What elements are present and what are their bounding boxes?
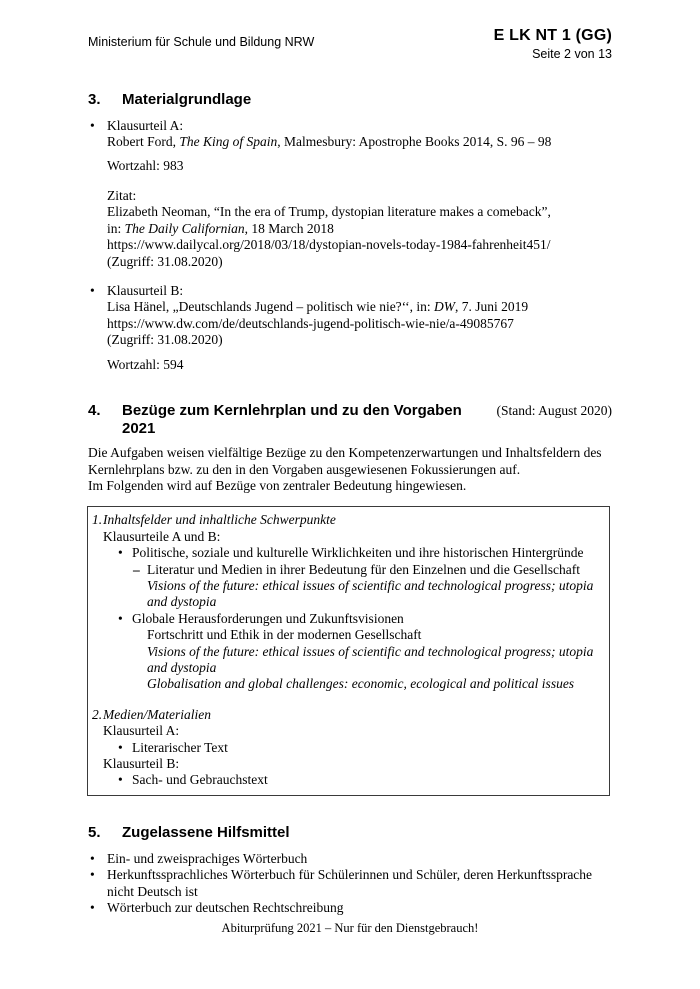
- section-3-number: 3.: [88, 90, 101, 108]
- section-5-number: 5.: [88, 823, 101, 841]
- box-bullet-literarischer-text: [103, 740, 605, 756]
- bullet-icon: •: [90, 900, 95, 916]
- reference-title-italic: The King of Spain: [179, 134, 278, 150]
- zitat-url: https://www.dailycal.org/2018/03/18/dystopian-novels-today-1984-fahrenheit451/: [107, 237, 551, 253]
- box-bullet-2-sub: Fortschritt und Ethik in der modernen Gesellschaft: [147, 627, 422, 643]
- box-bullet-2-details: [147, 627, 605, 693]
- list-item-woerterbuch-3: [88, 900, 612, 916]
- reference-text: , 7. Juni 2019: [455, 299, 529, 315]
- section-4-title: Bezüge zum Kernlehrplan und zu den Vorgaben 2021: [122, 402, 462, 438]
- bullet-icon: •: [118, 772, 123, 788]
- box-klausurteil-a-label: Klausurteil A:: [103, 723, 180, 739]
- section-4-heading: [88, 402, 612, 438]
- klausurteil-b-reference: [107, 299, 612, 315]
- box-focus-globalisation: Globalisation and global challenges: economic, ecological and political issues: [147, 676, 575, 692]
- box-item-1-title: Inhaltsfelder und inhaltliche Schwerpunkte: [103, 512, 336, 528]
- box-item-2-title: Medien/Materialien: [103, 706, 211, 722]
- reference-text: Lisa Hänel, „Deutschlands Jugend – politisch wie nie?‘‘, in:: [107, 299, 435, 315]
- klausurteil-b-url: https://www.dw.com/de/deutschlands-jugend-politisch-wie-nie/a-49085767: [107, 315, 514, 331]
- zitat-line-1: Elizabeth Neoman, “In the era of Trump, dystopian literature makes a comeback”,: [107, 204, 551, 220]
- section-3-heading: [88, 91, 612, 109]
- list-item-klausurteil-a: [88, 118, 612, 270]
- box-item-2-body: [103, 707, 605, 789]
- bullet-icon: •: [90, 850, 95, 866]
- hilfsmittel-text: Wörterbuch zur deutschen Rechtschreibung: [107, 900, 344, 916]
- page-footer: Abiturprüfung 2021 – Nur für den Dienstgebrauch!: [221, 921, 479, 935]
- header-right: [494, 28, 612, 63]
- bullet-icon: •: [118, 739, 123, 755]
- section-3-title: Materialgrundlage: [122, 90, 252, 108]
- box-bullet-2-text: Globale Herausforderungen und Zukunftsvisionen: [132, 610, 404, 626]
- box-item-1-number: 1.: [92, 512, 103, 528]
- exam-code: E LK NT 1 (GG): [493, 27, 612, 44]
- zitat-label: Zitat:: [107, 188, 137, 204]
- box-focus-visions-2: Visions of the future: ethical issues of scientific and technological progress; utopia and dystopia: [147, 643, 594, 675]
- wortzahl-a: Wortzahl: 983: [107, 157, 184, 173]
- section-4-number: 4.: [88, 402, 101, 420]
- box-sub-bullet-text: Literatur und Medien in ihrer Bedeutung für den Einzelnen und die Gesellschaft: [147, 561, 580, 577]
- box-bullet-globale: [103, 611, 605, 693]
- box-focus-visions: Visions of the future: ethical issues of scientific and technological progress; utopia and dystopia: [147, 577, 594, 610]
- reference-source-italic: DW: [434, 299, 456, 315]
- box-item-medien: [92, 707, 605, 789]
- hilfsmittel-text: Herkunftssprachliches Wörterbuch für Schülerinnen und Schüler, deren Herkunftssprache nicht Deutsch ist: [107, 867, 593, 899]
- list-item-woerterbuch-2: [88, 867, 612, 900]
- material-list: [88, 118, 612, 373]
- box-item-1-body: [103, 512, 605, 692]
- box-bullet-politische: [103, 545, 605, 611]
- box-bullet-gebrauchstext: [103, 772, 605, 788]
- klausurteil-a-reference: [107, 134, 612, 150]
- section-5-heading: [88, 824, 612, 842]
- section-4-stand: (Stand: August 2020): [496, 403, 612, 419]
- section-5-title: Zugelassene Hilfsmittel: [122, 823, 290, 841]
- box-klausurteil-b-label: Klausurteil B:: [103, 756, 180, 771]
- box-item-2-number: 2.: [92, 706, 103, 722]
- box-bullet-b-text: Sach- und Gebrauchstext: [132, 772, 268, 788]
- hilfsmittel-text: Ein- und zweisprachiges Wörterbuch: [107, 850, 308, 866]
- bullet-icon: •: [90, 283, 95, 299]
- reference-text: , Malmesbury: Apostrophe Books 2014, S. 96 – 98: [277, 134, 552, 150]
- section-4-paragraph: [88, 445, 612, 494]
- bullet-icon: •: [90, 117, 95, 133]
- header-ministry: Ministerium für Schule und Bildung NRW: [88, 35, 315, 49]
- box-item-1-subtitle: Klausurteile A und B:: [103, 528, 221, 544]
- paragraph-sentence-1: Die Aufgaben weisen vielfältige Bezüge zu den Kompetenzerwartungen und Inhaltsfeldern des Kernlehrplans bzw. zu den in den Vorgaben ausgewiesenen Fokussierungen auf.: [88, 445, 602, 477]
- page-number: Seite 2 von 13: [532, 47, 612, 62]
- dash-icon: –: [133, 561, 140, 577]
- zitat-text: , 18 March 2018: [244, 220, 334, 236]
- page-header: [88, 28, 612, 63]
- klausurteil-b-zugriff: (Zugriff: 31.08.2020): [107, 332, 223, 348]
- kernlehrplan-box: [87, 506, 610, 796]
- bullet-icon: •: [118, 610, 123, 626]
- box-sub-bullet-literatur: [132, 562, 605, 611]
- hilfsmittel-list: [88, 851, 612, 917]
- reference-text: Robert Ford,: [107, 134, 180, 150]
- box-item-inhaltsfelder: [92, 512, 605, 692]
- bullet-icon: •: [118, 545, 123, 561]
- zitat-zugriff: (Zugriff: 31.08.2020): [107, 253, 223, 269]
- zitat-source-italic: The Daily Californian: [124, 220, 245, 236]
- zitat-block: [107, 188, 612, 270]
- zitat-line-2: [107, 221, 612, 237]
- zitat-text: in:: [107, 220, 125, 236]
- box-bullet-1-text: Politische, soziale und kulturelle Wirklichkeiten und ihre historischen Hintergründe: [132, 545, 584, 561]
- bullet-icon: •: [90, 867, 95, 883]
- paragraph-sentence-2: Im Folgenden wird auf Bezüge von zentraler Bedeutung hingewiesen.: [88, 477, 467, 493]
- klausurteil-a-label: Klausurteil A:: [107, 117, 184, 133]
- list-item-klausurteil-b: [88, 283, 612, 373]
- wortzahl-b: Wortzahl: 594: [107, 356, 184, 372]
- box-bullet-a-text: Literarischer Text: [132, 739, 228, 755]
- klausurteil-b-label: Klausurteil B:: [107, 283, 184, 299]
- list-item-woerterbuch-1: [88, 851, 612, 867]
